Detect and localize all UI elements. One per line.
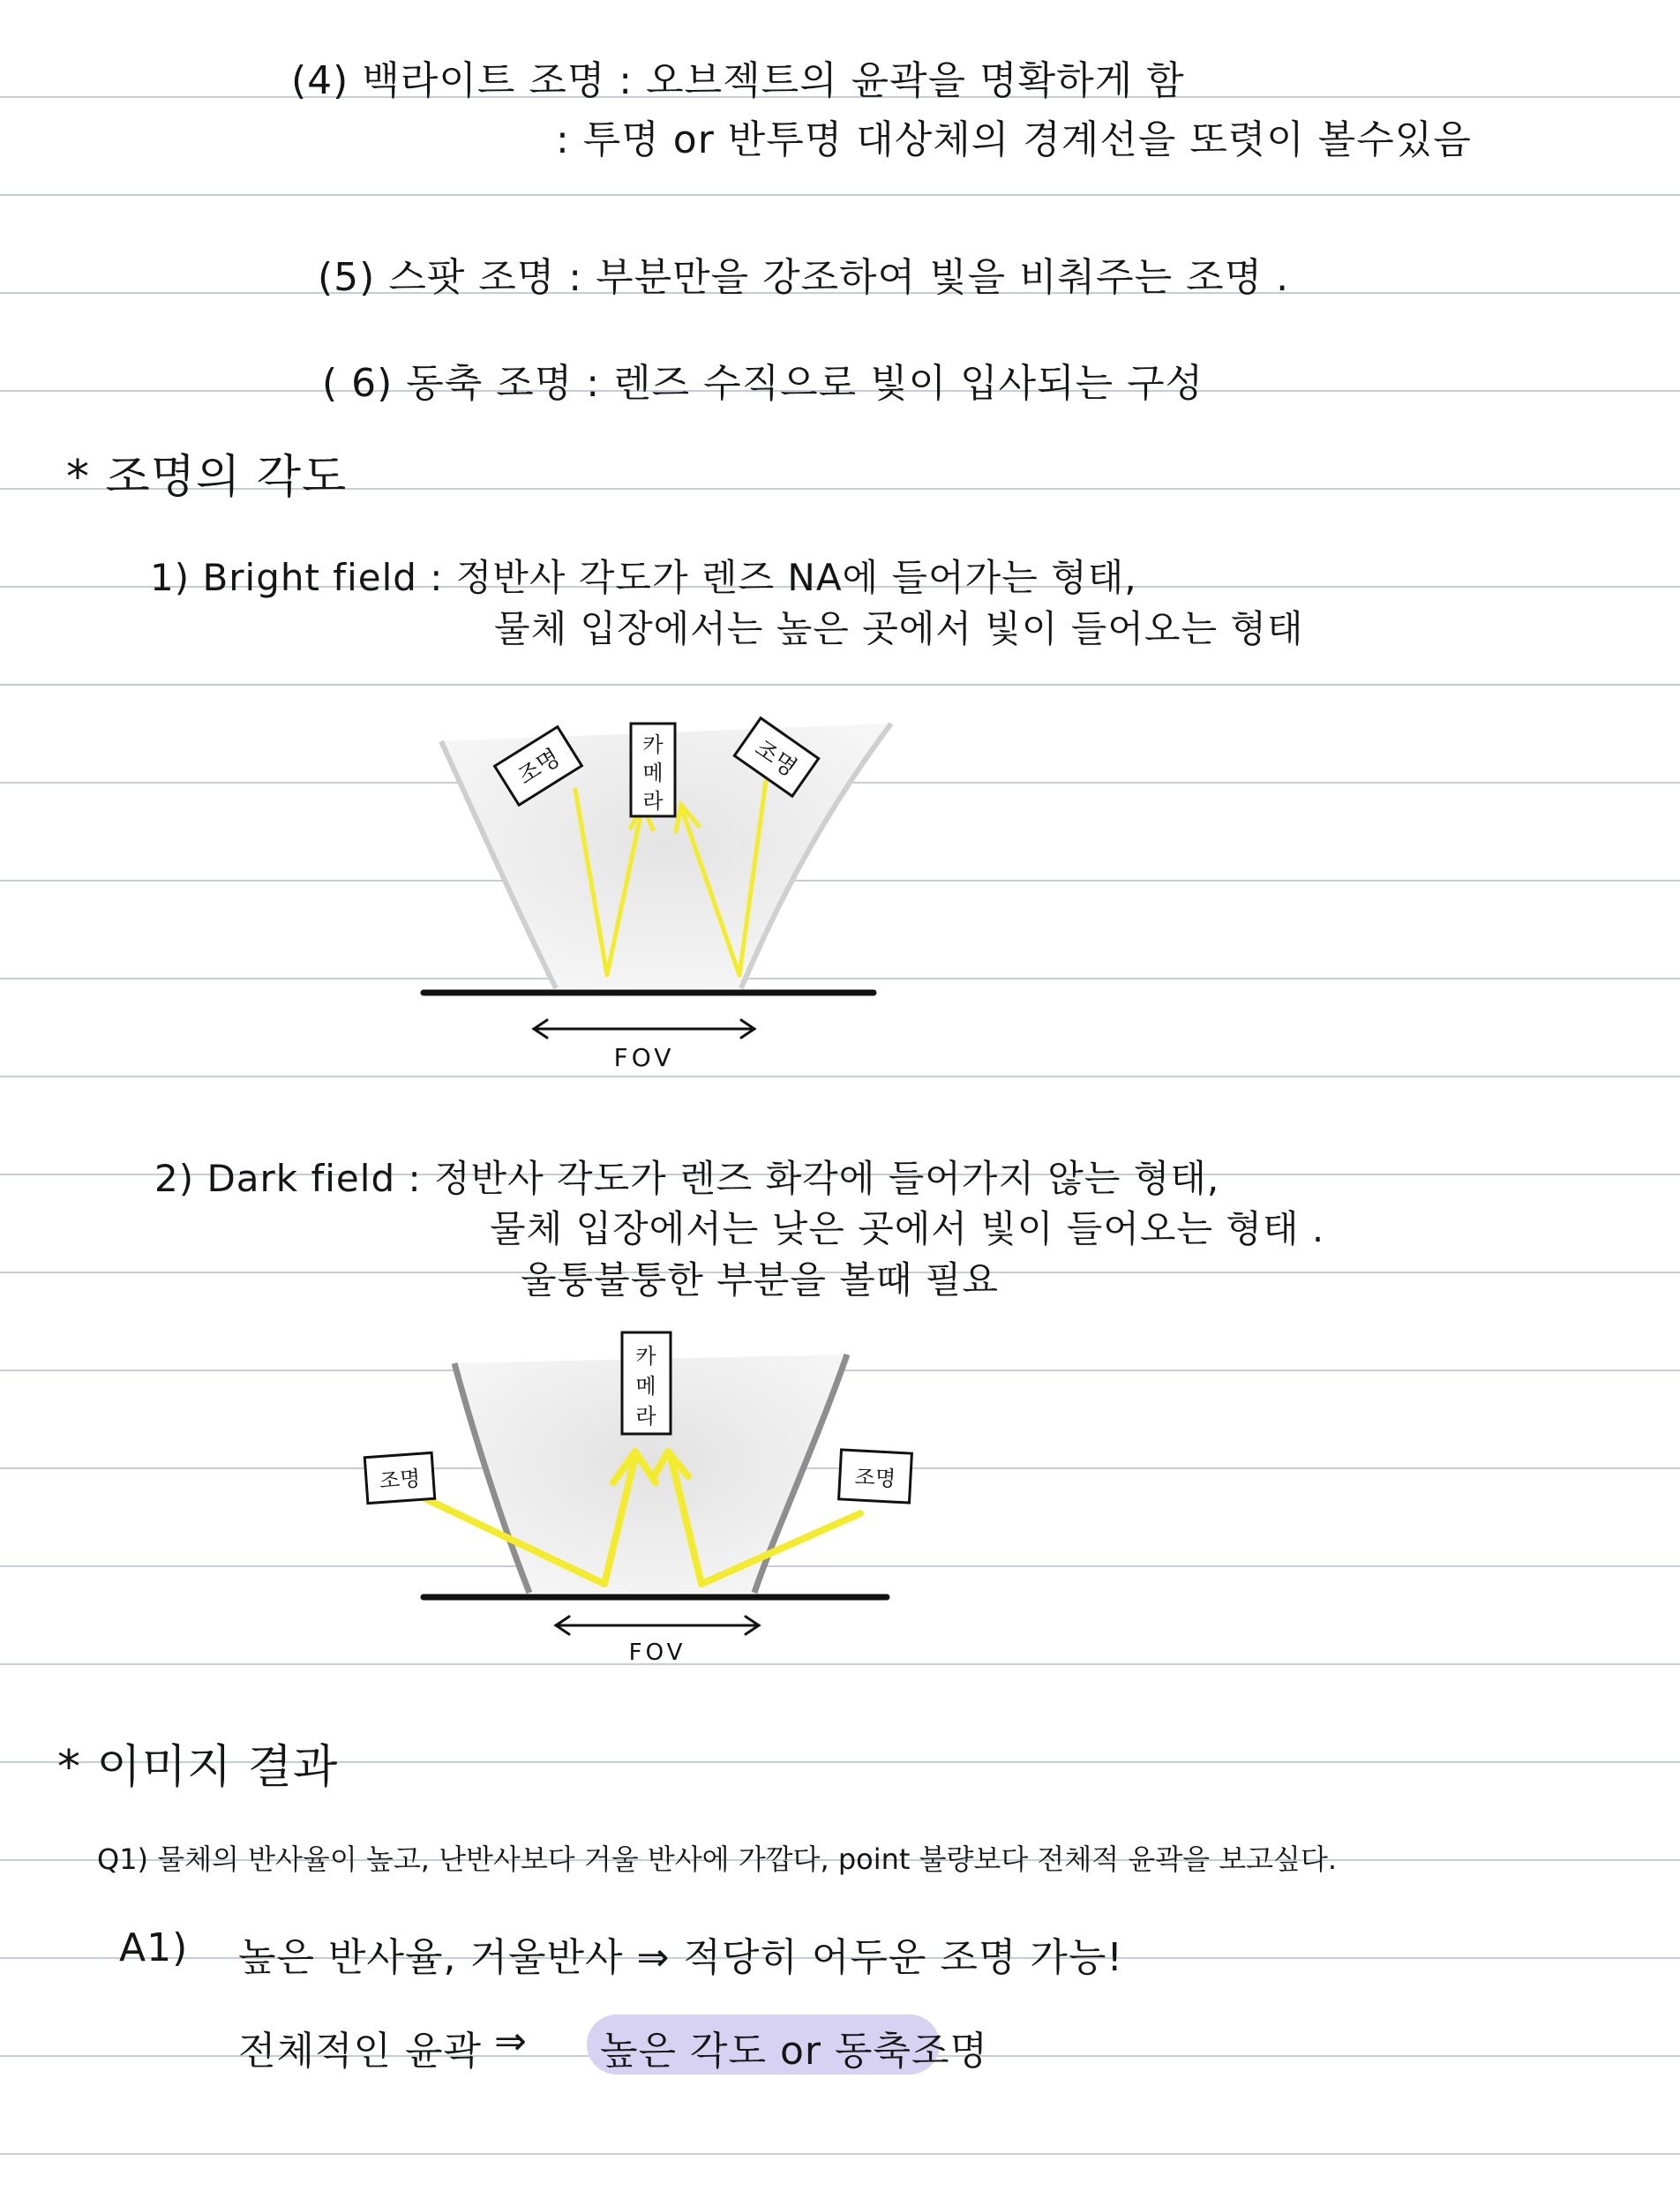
camera-label-2: 메	[635, 1374, 656, 1399]
fov-arrow	[534, 1020, 754, 1038]
camera-label-1: 카	[635, 1344, 656, 1369]
dark-field-diagram	[349, 1319, 913, 1672]
note-line-dark-field-usage: 울퉁불퉁한 부분을 볼때 필요	[521, 1258, 999, 1302]
answer-a1: 높은 반사율, 거울반사 ⇒ 적당히 어두운 조명 가능!	[238, 1935, 1123, 1980]
question-q1: Q1) 물체의 반사율이 높고, 난반사보다 거울 반사에 가깝다, point 불량보다 전체적 윤곽을 보고싶다.	[97, 1842, 1338, 1876]
heading-lighting-angle: * 조명의 각도	[66, 451, 348, 504]
camera-label-3: 라	[642, 789, 664, 814]
note-line-bright-field-detail: 물체 입장에서는 높은 곳에서 빛이 들어오는 형태	[494, 607, 1304, 650]
camera-label-2: 메	[642, 761, 664, 785]
light-source-left-label: 조명	[379, 1466, 422, 1494]
note-line-backlight-detail: : 투명 or 반투명 대상체의 경계선을 또렷이 볼수있음	[556, 117, 1472, 162]
answer-a1-label: A1)	[119, 1925, 189, 1970]
light-source-left-label: 조명	[513, 744, 566, 791]
answer-a2-arrow: ⇒	[494, 2019, 528, 2064]
bright-field-diagram	[406, 706, 900, 1094]
note-line-backlight: (4) 백라이트 조명 : 오브젝트의 윤곽을 명확하게 함	[291, 58, 1185, 103]
note-line-coaxial-light: ( 6) 동축 조명 : 렌즈 수직으로 빛이 입사되는 구성	[322, 361, 1204, 406]
fov-label: FOV	[613, 1043, 675, 1072]
note-line-spot-light: (5) 스팟 조명 : 부분만을 강조하여 빛을 비춰주는 조명 .	[318, 255, 1290, 300]
note-line-bright-field: 1) Bright field : 정반사 각도가 렌즈 NA에 들어가는 형태,	[150, 556, 1137, 599]
answer-a2-left: 전체적인 윤곽	[238, 2029, 483, 2074]
fov-arrow	[556, 1617, 759, 1634]
heading-image-results: * 이미지 결과	[57, 1741, 339, 1794]
note-line-dark-field: 2) Dark field : 정반사 각도가 렌즈 화각에 들어가지 않는 형태,	[154, 1157, 1220, 1200]
camera-label-1: 카	[642, 732, 664, 757]
fov-label: FOV	[628, 1639, 686, 1666]
light-source-right-label: 조명	[854, 1464, 896, 1492]
note-line-dark-field-detail: 물체 입장에서는 낮은 곳에서 빛이 들어오는 형태 .	[490, 1207, 1325, 1250]
light-source-right-label: 조명	[749, 734, 802, 783]
camera-label-3: 라	[635, 1404, 656, 1429]
answer-a2-right: 높은 각도 or 동축조명	[600, 2029, 988, 2074]
